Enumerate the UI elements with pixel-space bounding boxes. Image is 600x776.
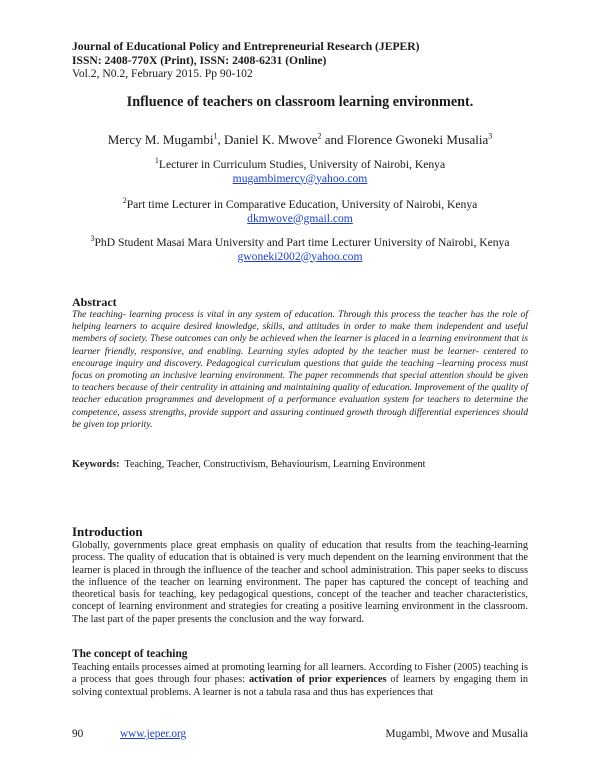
keywords-label: Keywords: bbox=[72, 459, 120, 470]
keywords-line bbox=[72, 459, 425, 470]
concept-text-a: Teaching entails processes aimed at promoting learning for all learners. According to Fisher (2005) teaching is a process that goes through four phases: bbox=[72, 662, 528, 686]
journal-issn: ISSN: 2408-770X (Print), ISSN: 2408-6231 (Online) bbox=[72, 53, 327, 67]
author-1-sup: 1 bbox=[213, 131, 218, 141]
concept-body bbox=[72, 662, 528, 699]
affiliation-3-sup: 3 bbox=[90, 234, 95, 244]
affiliation-2-sup: 2 bbox=[122, 196, 127, 206]
abstract-heading: Abstract bbox=[72, 295, 117, 309]
author-3-sup: 3 bbox=[488, 131, 493, 141]
email-link-2[interactable]: dkmwove@gmail.com bbox=[247, 211, 353, 225]
abstract-body: The teaching- learning process is vital in any system of education. Through this process the teacher has the role of helping learners to acquire desired knowledge, skills, and attitudes in order to make them independent and useful members of society. These outcomes can only be achieved when the learner is placed in a learning environment that is learner friendly, responsive, and enabling. Learning styles adopted by the teacher must be learner- centered to encourage inquiry and discovery. Pedagogical curriculum questions that guide the teaching –learning process must focus on promoting an inclusive learning environment. The paper recommends that special attention should be given to teachers because of their centrality in attaining and maintaining quality of education. Improvement of the quality of teacher education programmes and development of a performance evaluation system for teachers to determine the competence, assess strengths, provide support and assuring continued growth through differential experiences should be given top priority. bbox=[72, 309, 528, 430]
email-link-1[interactable]: mugambimercy@yahoo.com bbox=[232, 171, 368, 185]
journal-header bbox=[72, 40, 532, 81]
website-link[interactable]: www.jeper.org bbox=[120, 728, 187, 740]
email-link-3[interactable]: gwoneki2002@yahoo.com bbox=[237, 249, 363, 263]
affiliation-1-text: Lecturer in Curriculum Studies, University of Nairobi, Kenya bbox=[158, 158, 446, 171]
affiliation-1 bbox=[40, 158, 560, 185]
author-3: and Florence Gwoneki Musalia bbox=[321, 132, 489, 147]
journal-volume: Vol.2, N0.2, February 2015. Pp 90-102 bbox=[72, 67, 253, 80]
paper-title: Influence of teachers on classroom learning environment. bbox=[126, 94, 474, 110]
affiliation-3-text: PhD Student Masai Mara University and Part time Lecturer University of Nairobi, Kenya bbox=[94, 236, 510, 249]
author-2-sup: 2 bbox=[317, 131, 322, 141]
author-2: , Daniel K. Mwove bbox=[217, 132, 318, 147]
affiliation-1-sup: 1 bbox=[154, 156, 159, 166]
affiliation-3 bbox=[40, 236, 560, 263]
concept-bold-term: activation of prior experiences bbox=[248, 674, 387, 686]
affiliation-2 bbox=[40, 198, 560, 225]
journal-name: Journal of Educational Policy and Entrepreneurial Research (JEPER) bbox=[72, 40, 420, 53]
introduction-heading: Introduction bbox=[72, 524, 143, 539]
page-number: 90 bbox=[72, 728, 84, 740]
affiliation-2-text: Part time Lecturer in Comparative Education, University of Nairobi, Kenya bbox=[126, 198, 478, 211]
concept-heading: The concept of teaching bbox=[72, 648, 188, 660]
author-line bbox=[40, 132, 560, 148]
running-authors: Mugambi, Mwove and Musalia bbox=[385, 728, 528, 740]
concept-text-b: of learners by engaging them in solving contextual problems. A learner is not a tabula rasa and thus has experiences that bbox=[72, 674, 528, 698]
keywords-list: Teaching, Teacher, Constructivism, Behaviourism, Learning Environment bbox=[124, 459, 426, 470]
introduction-body: Globally, governments place great emphasis on quality of education that results from the teaching-learning process. The quality of education that is obtained is very much dependent on the learning environment that the learner is placed in through the influence of the teacher and school administration. This paper seeks to discuss the influence of the teacher on learning environment. The paper has captured the concept of teaching and theoretical basis for teaching, key pedagogical questions, concept of the teacher and teacher characteristics, concept of learning environment and strategies for creating a positive learning environment in the classroom. The last part of the paper presents the conclusion and the way forward. bbox=[72, 540, 528, 625]
author-1: Mercy M. Mugambi bbox=[107, 132, 214, 147]
